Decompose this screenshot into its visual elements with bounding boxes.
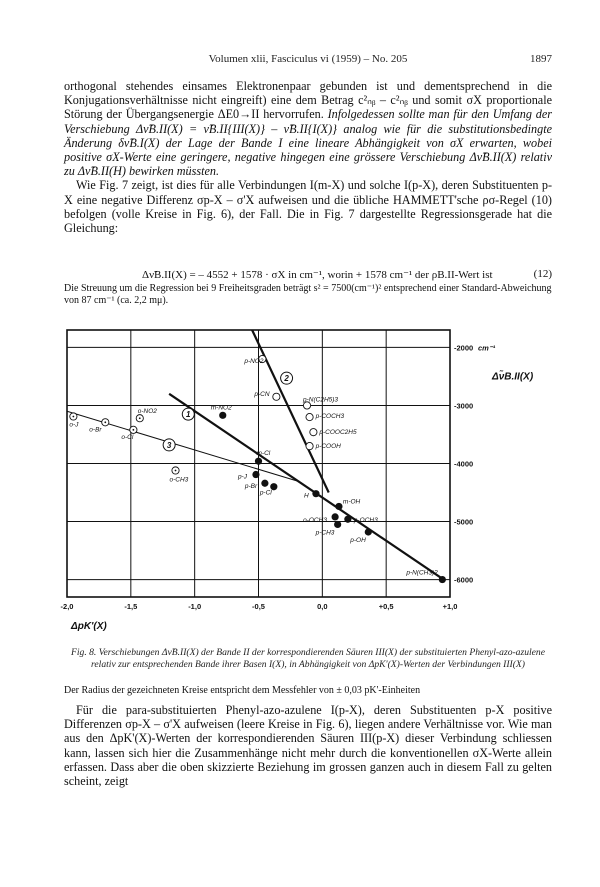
line-label: 1: [186, 410, 191, 420]
y-axis-label: Δν̃B.II(X): [492, 371, 534, 383]
data-point-label: p-Br: [244, 483, 258, 491]
regression-line: [166, 394, 443, 580]
x-tick-label: -1,0: [188, 602, 202, 611]
paragraph-1-text: orthogonal stehendes einsames Elektronenpaar gebunden ist und dementsprechend in die Konjugationsverhältnisse nicht eingreift) eine dem Betrag c²ₙᵦ – c²ₙᵦ und somit σX proportionale Störung der Übergangsenergie ΔE0→II hervorrufen.: [64, 79, 552, 122]
page-number: 1897: [530, 53, 552, 65]
data-point-label: p-CN: [254, 390, 270, 398]
x-axis-label: ΔpK'(X): [71, 621, 107, 632]
data-point-label: m-Cl: [256, 450, 271, 458]
y-tick-label: -2000: [454, 343, 474, 353]
data-point-filled: [312, 490, 319, 497]
data-point-label: p-J: [237, 473, 247, 481]
data-point-label: p-CH3: [315, 529, 335, 537]
equation-line: [64, 268, 552, 281]
equation-number: (12): [533, 268, 552, 280]
line-label: 2: [284, 374, 289, 384]
x-tick-label: +0,5: [378, 602, 394, 611]
x-tick-label: 0,0: [317, 602, 328, 611]
regression-note: Die Streuung um die Regression bei 9 Freiheitsgraden beträgt s² = 7500(cm⁻¹)² entsprechend einer Standard-Abweichung von 87 cm⁻¹ (ca. 2,2 mμ).: [64, 283, 552, 306]
figure-caption: Fig. 8. Verschiebungen Δν̃B.II(X) der Bande II der korrespondierenden Säuren III(X) der substituierten Phenyl-azo-azulene relativ zur entsprechenden Bande ihrer Basen I(X), in Abhängigkeit von ΔpK'(X)-Werten der Verbindungen III(X): [71, 647, 545, 670]
data-point-label: H: [303, 492, 309, 500]
data-point-filled: [334, 521, 341, 528]
x-tick-label: -0,5: [252, 602, 265, 611]
data-point-label: m-NO2: [210, 404, 232, 412]
y-tick-label: -4000: [454, 459, 474, 469]
x-tick-label: -2,0: [60, 602, 74, 611]
running-header: [64, 53, 552, 67]
data-point-filled: [439, 576, 446, 583]
data-point-label: p-NO2: [244, 358, 264, 366]
data-point-open: [306, 413, 313, 420]
data-point-filled: [261, 480, 268, 487]
data-point-label: p-COOH: [315, 443, 341, 451]
data-point-label: p-COCH3: [315, 413, 345, 421]
data-point-label: p-OCH3: [353, 517, 378, 525]
line-label: 3: [166, 440, 172, 450]
radius-note: Der Radius der gezeichneten Kreise entspricht dem Messfehler von ± 0,03 pK'-Einheiten: [64, 685, 421, 696]
body-text-bottom: [64, 703, 552, 788]
data-point-filled: [252, 471, 259, 478]
figure-8-chart: [62, 312, 552, 642]
y-tick-label: -3000: [454, 401, 474, 411]
data-point-label: m-OH: [342, 498, 361, 506]
data-point-dot: [72, 416, 74, 418]
data-point-label: p-Cl: [259, 489, 272, 497]
data-point-open: [306, 442, 313, 449]
equation: Δν̃B.II(X) = – 4552 + 1578 · σX in cm⁻¹, worin + 1578 cm⁻¹ der ρB.II-Wert ist: [142, 269, 493, 281]
y-unit-label: cm⁻¹: [478, 343, 496, 353]
data-point-label: o-J: [69, 421, 79, 429]
paragraph-1-italic: Infolgedessen sollte man für den Umfang der Verschiebung Δν̃B.II(X) = ν̃B.II{III(X)} – ν̃B.II{I(X)} analog wie für die substitutionsbedingte Änderung δν̃B.I(X) der Lage der Bande I eine lineare Abhängigkeit von σX erwarten, wobei positive σX-Werte eine geringere, negative hingegen eine grössere Verschiebung Δν̃B.II(X) relativ zu Δν̃B.II(H) bewirken müssten.: [64, 107, 553, 179]
data-point-label: p-N(CH3)2: [406, 569, 438, 577]
x-tick-label: -1,5: [124, 602, 138, 611]
x-tick-label: +1,0: [442, 602, 458, 611]
paragraph-1: [64, 79, 552, 178]
y-tick-label: -6000: [454, 575, 474, 585]
data-point-label: o-CH3: [169, 476, 189, 484]
data-point-dot: [132, 429, 134, 431]
data-point-label: o-Cl: [121, 433, 134, 441]
data-point-filled: [344, 516, 351, 523]
data-point-label: o-OCH3: [303, 516, 327, 524]
regression-line: [252, 330, 329, 493]
data-point-label: o-Br: [89, 426, 102, 434]
data-point-dot: [139, 417, 141, 419]
data-point-filled: [219, 412, 226, 419]
data-point-label: o-NO2: [137, 408, 157, 416]
data-point-label: p-OH: [350, 536, 366, 544]
data-point-dot: [104, 421, 106, 423]
data-point-filled: [335, 503, 342, 510]
data-point-dot: [175, 470, 177, 472]
paragraph-3: Für die para-substituierten Phenyl-azo-azulene I(p-X), deren Substituenten p-X positive Differenzen σp-X – σ'X aufweisen (leere Kreise in Fig. 6), liegen andere Verhältnisse vor. Wie man aus den ΔpK'(X)-Werten der korrespondierenden Säuren III(p-X) dieser Verbindung schliessen kann, lassen sich hier die Zusammenhänge nicht mehr durch die konventionellen σX-Werte allein erfassen. Dass aber die oben skizzierte Beziehung im grossen ganzen auch in diesem Fall zu gelten scheint, zeigt: [64, 703, 552, 789]
body-text-top: [64, 79, 552, 235]
data-point-open: [310, 429, 317, 436]
data-point-filled: [255, 458, 262, 465]
data-point-label: p-N(C2H5)3: [303, 396, 339, 404]
data-point-filled: [332, 513, 339, 520]
data-point-open: [273, 393, 280, 400]
data-point-label: p-COOC2H5: [319, 429, 357, 437]
journal-reference: Volumen xlii, Fasciculus vi (1959) – No. 205: [208, 53, 408, 65]
paragraph-2: Wie Fig. 7 zeigt, ist dies für alle Verbindungen I(m-X) und solche I(p-X), deren Substituenten p-X eine negative Differenz σp-X – σ'X aufweisen und die übliche HAMMETT'sche ρσ-Regel (10) befolgen (volle Kreise in Fig. 6), der Fall. Die in Fig. 7 dargestellte Regressionsgerade hat die Gleichung:: [64, 178, 552, 236]
y-tick-label: -5000: [454, 517, 474, 527]
data-point-filled: [365, 528, 372, 535]
